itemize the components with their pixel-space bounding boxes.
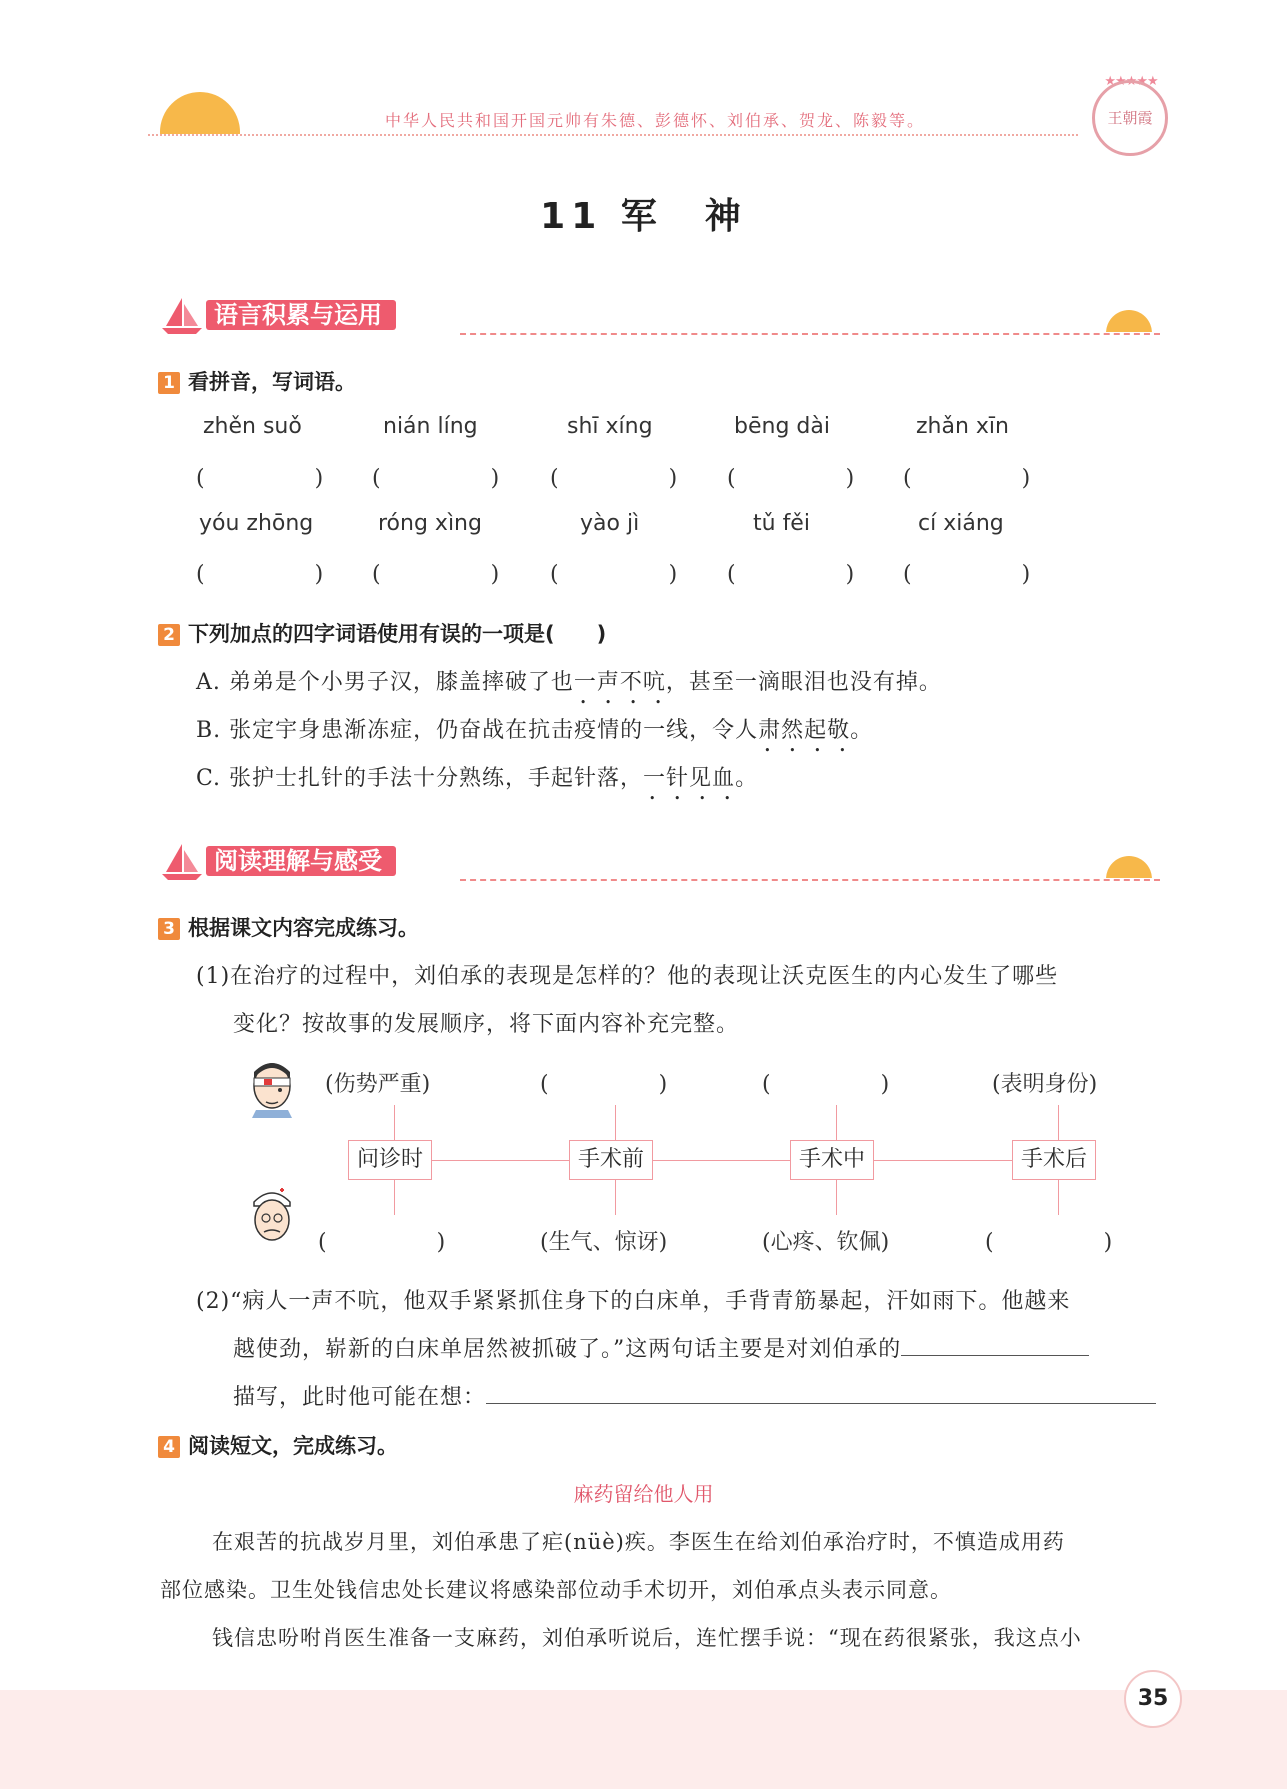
author-seal: 王朝霞 bbox=[1092, 80, 1168, 156]
question-number: 3 bbox=[158, 918, 180, 940]
question-text: 阅读短文，完成练习。 bbox=[188, 1434, 398, 1458]
stage-box: 手术前 bbox=[569, 1140, 653, 1180]
question-number: 1 bbox=[158, 372, 180, 394]
dotted-phrase: 一针见血 • • bbox=[643, 761, 735, 792]
answer-blank[interactable]: ( ) bbox=[727, 466, 855, 491]
story-paragraph: 在艰苦的抗战岁月里，刘伯承患了疟(nüè)疾。李医生在给刘伯承治疗时，不慎造成用药 bbox=[212, 1530, 1065, 1554]
pinyin: yào jì bbox=[580, 511, 640, 536]
question-text: 看拼音，写词语。 bbox=[188, 370, 356, 394]
pinyin: zhǎn xīn bbox=[916, 414, 1009, 439]
seal-stars-icon: ★★★★★ bbox=[1104, 74, 1158, 89]
pinyin: nián líng bbox=[383, 414, 478, 439]
pinyin: yóu zhōng bbox=[199, 511, 314, 536]
answer-blank[interactable]: ( ) bbox=[372, 562, 500, 587]
story-paragraph: 钱信忠吩咐肖医生准备一支麻药，刘伯承听说后，连忙摆手说：“现在药很紧张，我这点小 bbox=[212, 1626, 1082, 1650]
pinyin: zhěn suǒ bbox=[203, 414, 302, 439]
doctor-face-icon bbox=[246, 1184, 298, 1246]
question-text: 越使劲，崭新的白床单居然被抓破了。”这两句话主要是对刘伯承的 bbox=[233, 1337, 902, 1362]
timeline-line bbox=[394, 1160, 1058, 1161]
pinyin: tǔ fěi bbox=[753, 511, 810, 536]
question-1-head bbox=[158, 366, 356, 396]
footer-band bbox=[0, 1690, 1287, 1789]
option-text: A. 弟弟是个小男子汉，膝盖摔破了也 bbox=[196, 670, 574, 695]
question-number: 2 bbox=[158, 624, 180, 646]
sun-icon bbox=[1106, 856, 1152, 878]
sailboat-icon bbox=[160, 296, 204, 336]
stage-box: 手术中 bbox=[790, 1140, 874, 1180]
section-divider bbox=[460, 879, 1160, 881]
option-c[interactable] bbox=[196, 761, 758, 792]
pinyin: shī xíng bbox=[567, 414, 653, 439]
option-b[interactable] bbox=[196, 713, 873, 744]
q3-part2-line3 bbox=[233, 1380, 1156, 1411]
pinyin: bēng dài bbox=[734, 414, 830, 439]
header-fact: 中华人民共和国开国元帅有朱德、彭德怀、刘伯承、贺龙、陈毅等。 bbox=[385, 111, 926, 130]
pinyin: cí xiáng bbox=[918, 511, 1004, 536]
emotion-blank-top[interactable]: ( ) bbox=[540, 1072, 668, 1097]
question-3-head bbox=[158, 912, 419, 942]
q3-part1-line2: 变化？按故事的发展顺序，将下面内容补充完整。 bbox=[233, 1012, 740, 1037]
option-text: 。 bbox=[850, 718, 874, 743]
answer-blank[interactable]: ( ) bbox=[903, 562, 1031, 587]
answer-blank[interactable]: ( ) bbox=[196, 466, 324, 491]
question-number: 4 bbox=[158, 1436, 180, 1458]
patient-face-icon bbox=[246, 1056, 298, 1118]
emotion-label-top: (表明身份) bbox=[992, 1072, 1098, 1097]
answer-blank[interactable]: ( ) bbox=[550, 562, 678, 587]
answer-blank[interactable]: ( ) bbox=[196, 562, 324, 587]
q3-part2-line2 bbox=[233, 1332, 1089, 1363]
page-number: 35 bbox=[1124, 1670, 1182, 1728]
answer-blank[interactable]: ( ) bbox=[372, 466, 500, 491]
section-divider bbox=[460, 333, 1160, 335]
answer-underline[interactable] bbox=[901, 1333, 1089, 1356]
option-text: 。 bbox=[735, 766, 759, 791]
option-text: B. 张定宇身患渐冻症，仍奋战在抗击疫情的一线，令人 bbox=[196, 718, 759, 743]
story-title: 麻药留给他人用 bbox=[573, 1482, 714, 1506]
section-title: 阅读理解与感受 bbox=[206, 846, 396, 876]
answer-underline[interactable] bbox=[486, 1381, 1156, 1404]
answer-blank[interactable]: ( ) bbox=[550, 466, 678, 491]
emotion-label-bottom: (心疼、钦佩) bbox=[762, 1230, 890, 1255]
emotion-label-top: (伤势严重) bbox=[325, 1072, 431, 1097]
section-banner-2 bbox=[158, 842, 458, 880]
sailboat-icon bbox=[160, 842, 204, 882]
option-text: ，甚至一滴眼泪也没有掉。 bbox=[665, 670, 942, 695]
page-title: 11 军 神 bbox=[540, 196, 747, 237]
option-a[interactable] bbox=[196, 665, 942, 696]
dotted-phrase: 一声不吭 • • bbox=[574, 665, 666, 696]
question-text: 描写，此时他可能在想： bbox=[233, 1385, 487, 1410]
question-4-head bbox=[158, 1430, 398, 1460]
emotion-blank-top[interactable]: ( ) bbox=[762, 1072, 890, 1097]
header-divider bbox=[148, 134, 1078, 136]
emotion-blank-bottom[interactable]: ( ) bbox=[318, 1230, 446, 1255]
question-2-head bbox=[158, 618, 606, 648]
story-paragraph: 部位感染。卫生处钱信忠处长建议将感染部位动手术切开，刘伯承点头表示同意。 bbox=[160, 1578, 952, 1602]
sun-icon bbox=[1106, 310, 1152, 332]
option-text: C. 张护士扎针的手法十分熟练，手起针落， bbox=[196, 766, 644, 791]
section-banner-1 bbox=[158, 296, 458, 334]
emotion-blank-bottom[interactable]: ( ) bbox=[985, 1230, 1113, 1255]
stage-box: 问诊时 bbox=[348, 1140, 432, 1180]
header-sun-icon bbox=[160, 92, 240, 134]
section-title: 语言积累与运用 bbox=[206, 300, 396, 330]
answer-blank[interactable]: ( ) bbox=[903, 466, 1031, 491]
question-text: 根据课文内容完成练习。 bbox=[188, 916, 419, 940]
answer-blank[interactable]: ( ) bbox=[727, 562, 855, 587]
pinyin: róng xìng bbox=[378, 511, 482, 536]
question-text: 下列加点的四字词语使用有误的一项是( ) bbox=[188, 622, 607, 646]
emotion-label-bottom: (生气、惊讶) bbox=[540, 1230, 668, 1255]
q3-part2-line1: (2)“病人一声不吭，他双手紧紧抓住身下的白床单，手背青筋暴起，汗如雨下。他越来 bbox=[196, 1289, 1071, 1314]
q3-part1-line1: (1)在治疗的过程中，刘伯承的表现是怎样的？他的表现让沃克医生的内心发生了哪些 bbox=[196, 964, 1059, 989]
stage-box: 手术后 bbox=[1012, 1140, 1096, 1180]
dotted-phrase: 肃然起敬 • • bbox=[758, 713, 850, 744]
